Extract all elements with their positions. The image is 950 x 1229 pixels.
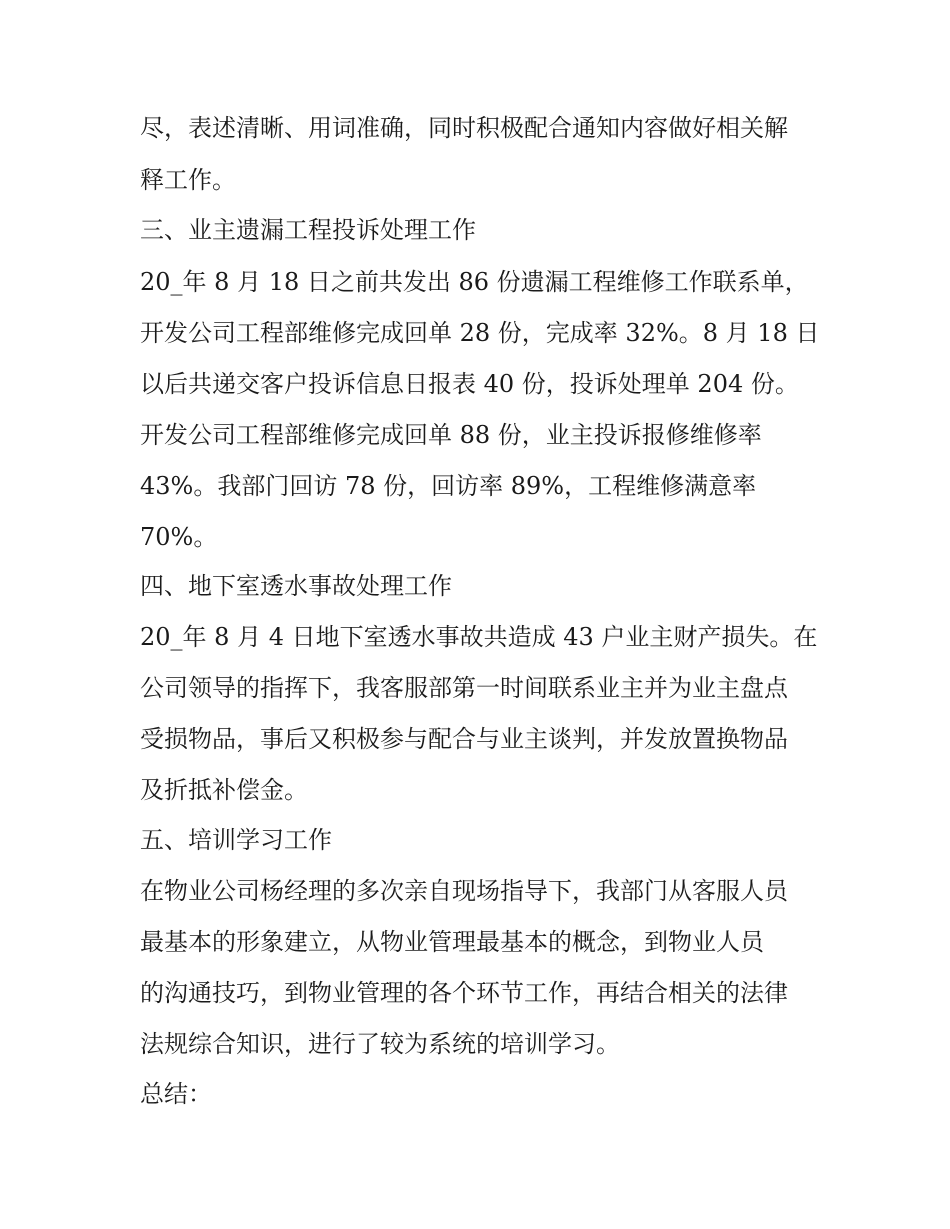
section-heading: 五、培训学习工作: [140, 826, 332, 854]
paragraph-line: 以后共递交客户投诉信息日报表 40 份，投诉处理单 204 份。: [140, 370, 799, 398]
paragraph-line: 开发公司工程部维修完成回单 88 份，业主投诉报修维修率: [140, 421, 762, 449]
paragraph-line: 法规综合知识，进行了较为系统的培训学习。: [140, 1030, 620, 1058]
paragraph-line: 尽，表述清晰、用词准确，同时积极配合通知内容做好相关解: [140, 114, 788, 142]
paragraph-line: 最基本的形象建立，从物业管理最基本的概念，到物业人员: [140, 928, 764, 956]
paragraph-line: 释工作。: [140, 166, 236, 194]
paragraph-line: 43%。我部门回访 78 份，回访率 89%，工程维修满意率: [140, 472, 757, 500]
summary-heading: 总结：: [140, 1080, 212, 1108]
paragraph-line: 20_年 8 月 18 日之前共发出 86 份遗漏工程维修工作联系单，: [140, 268, 809, 296]
paragraph-line: 公司领导的指挥下，我客服部第一时间联系业主并为业主盘点: [140, 674, 788, 702]
paragraph-line: 在物业公司杨经理的多次亲自现场指导下，我部门从客服人员: [140, 877, 788, 905]
paragraph-line: 20_年 8 月 4 日地下室透水事故共造成 43 户业主财产损失。在: [140, 623, 818, 651]
paragraph-line: 70%。: [140, 523, 218, 551]
paragraph-line: 及折抵补偿金。: [140, 776, 308, 804]
section-heading: 三、业主遗漏工程投诉处理工作: [140, 216, 476, 244]
paragraph-line: 开发公司工程部维修完成回单 28 份，完成率 32%。8 月 18 日: [140, 319, 820, 347]
paragraph-line: 受损物品，事后又积极参与配合与业主谈判，并发放置换物品: [140, 725, 788, 753]
paragraph-line: 的沟通技巧，到物业管理的各个环节工作，再结合相关的法律: [140, 979, 788, 1007]
section-heading: 四、地下室透水事故处理工作: [140, 572, 452, 600]
